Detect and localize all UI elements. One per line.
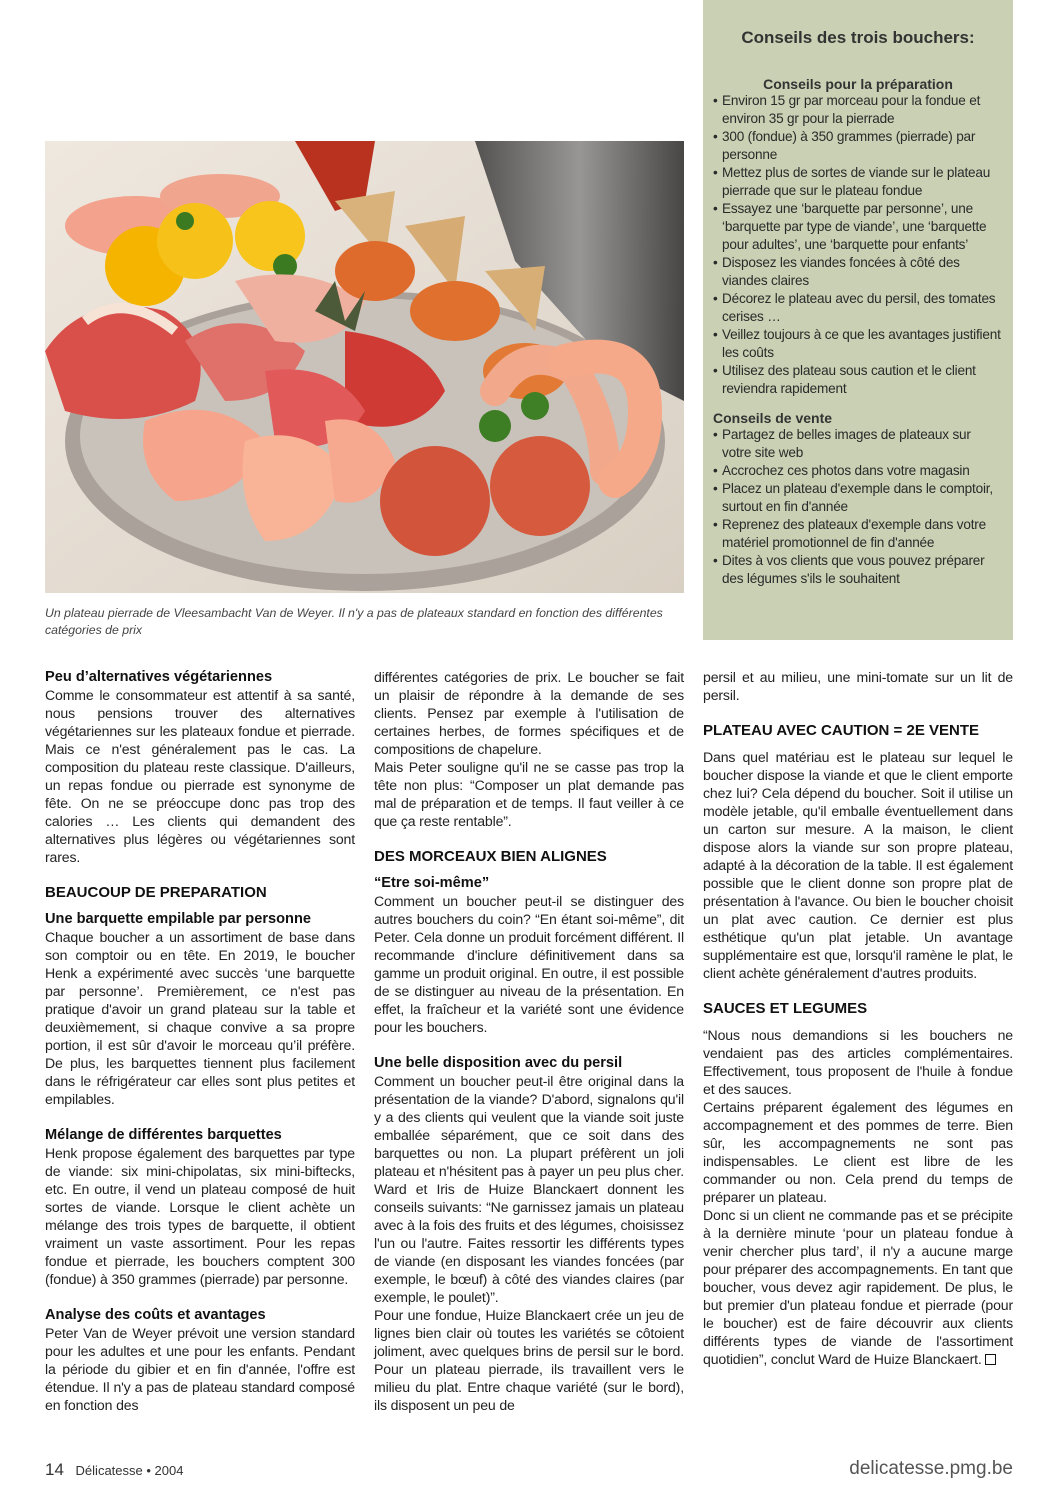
subheading-vegetarian: Peu d’alternatives végétariennes [45, 669, 273, 685]
article-column-3 [703, 668, 1013, 1368]
paragraph: Henk propose également des barquettes par type de viande: six mini-chipolatas, six mini-biftecks, etc. En outre, il vend un plateau composé de huit sortes de viande. Lorsque le client achète un mélange des trois types de barquette, il obtient vraiment un vaste assortiment. Pour les repas fondue et pierrade, les bouchers comptent 300 (fondue) à 350 grammes (pierrade) par personne. [45, 1145, 355, 1287]
paragraph: Certains préparent également des légumes en accompagnement et des pommes de terre. Bien sûr, les accompagnements ne sont pas indispensables. Le client est libre de les commander ou non. Cela prend du temps de préparer un plateau. [703, 1099, 1013, 1205]
sales-item: • Accrochez ces photos dans votre magasin [713, 462, 1003, 480]
article-column-2 [374, 668, 684, 1414]
sidebar-title: Conseils des trois bouchers: [741, 28, 975, 47]
paragraph-text: Donc si un client ne commande pas et se précipite à la dernière minute ‘pour un plateau fondue à venir chercher plus tard’, il n'y a aucune marge pour préparer des accompagnements. En tant que boucher, vous devez agir rapidement. De plus, le but premier d'un plateau fondue et pierrade (pour le boucher) est de faire découvrir aux clients différents types de viande de l'assortiment quotidien”, conclut Ward de Huize Blanckaert. [703, 1207, 1013, 1367]
paragraph: Mais Peter souligne qu'il ne se casse pas trop la tête non plus: “Composer un plat demande pas mal de préparation et de temps. Il faut veiller à ce que ça reste rentable”. [374, 759, 684, 829]
sales-heading: Conseils de vente [713, 410, 833, 426]
subheading-persil: Une belle disposition avec du persil [374, 1055, 623, 1071]
paragraph: “Nous nous demandions si les bouchers ne vendaient pas des articles complémentaires. Effectivement, tous proposent de l'huile à fondue et des sauces. [703, 1027, 1013, 1097]
paragraph: Comment un boucher peut-il se distinguer des autres bouchers du coin? “En étant soi-même”, dit Peter. Cela donne un produit forcément différent. Il recommande d'inclure définitivement dans sa gamme un produit original. En outre, il est possible de se distinguer au niveau de la présentation. En effet, la fraîcheur et la variété sont une évidence pour les bouchers. [374, 893, 684, 1035]
sales-list [713, 426, 1003, 588]
end-mark-icon [985, 1354, 996, 1365]
sales-item: • Reprenez des plateaux d'exemple dans votre matériel promotionnel de fin d'année [713, 516, 1003, 552]
paragraph: Pour une fondue, Huize Blanckaert crée un jeu de lignes bien clair où toutes les variétés se côtoient joliment, avec quelques brins de persil sur le bord. Pour un plateau pierrade, ils travaillent vers le milieu du plat. Entre chaque variété (sur le bord), ils disposent un peu de [374, 1307, 684, 1413]
preparation-item: • Veillez toujours à ce que les avantages justifient les coûts [713, 326, 1003, 362]
paragraph: Peter Van de Weyer prévoit une version standard pour les adultes et une pour les enfants. Pendant la période du gibier et en fin d'année, l'offre est étendue. Il n'y a pas de plateau standard composé en fonction des [45, 1325, 355, 1413]
section-heading-preparation: BEAUCOUP DE PREPARATION [45, 884, 267, 901]
preparation-item: • Essayez une ‘barquette par personne’, une ‘barquette par type de viande’, une ‘barquette pour adultes’, une ‘barquette pour enfants’ [713, 200, 1003, 254]
tips-sidebar [703, 0, 1013, 640]
section-heading-caution: PLATEAU AVEC CAUTION = 2E VENTE [703, 722, 980, 739]
sales-item: • Placez un plateau d'exemple dans le comptoir, surtout en fin d'année [713, 480, 1003, 516]
sales-item: • Partagez de belles images de plateaux sur votre site web [713, 426, 1003, 462]
article-column-1 [45, 668, 355, 1414]
paragraph: Dans quel matériau est le plateau sur lequel le boucher dispose la viande et que le client emporte chez lui? Cela dépend du boucher. Soit il utilise un modèle jetable, qu'il emballe éventuellement dans un carton sur mesure. A la maison, le client dispose alors la viande sur son propre plateau, adapté à la décoration de la table. Il est également possible que le client donne son propre plat de présentation à l'avance. Ou bien le boucher choisit un plat avec caution. Ce dernier est plus esthétique qu'un plat jetable. Un avantage supplémentaire est que, lorsqu'il ramène le plat, le client achète généralement d'autres produits. [703, 749, 1013, 981]
publication-name: Délicatesse • 2004 [75, 1463, 184, 1478]
photo-caption: Un plateau pierrade de Vleesambacht Van de Weyer. Il n'y a pas de plateaux standard en fonction des différentes catégories de prix [45, 606, 663, 637]
preparation-item: • Mettez plus de sortes de viande sur le plateau pierrade que sur le plateau fondue [713, 164, 1003, 200]
preparation-item: • Environ 15 gr par morceau pour la fondue et environ 35 gr pour la pierrade [713, 92, 1003, 128]
meat-platter-photo [45, 141, 684, 593]
preparation-item: • 300 (fondue) à 350 grammes (pierrade) par personne [713, 128, 1003, 164]
meat-platter-illustration [45, 141, 684, 593]
paragraph: Comment un boucher peut-il être original dans la présentation de la viande? D'abord, signalons qu'il y a des clients qui veulent que la viande soit juste emballée séparément, que ce soit dans des barquettes ou non. La plupart préfèrent un joli plateau et n'hésitent pas à payer un peu plus cher. Ward et Iris de Huize Blanckaert donnent les conseils suivants: “Ne garnissez jamais un plateau avec à la fois des fruits et des légumes, choisissez l'un ou l'autre. Faites ressortir les différents types de viande (en disposant les viandes foncées (par exemple, le bœuf) à côté des viandes claires (par exemple, le poulet)”. [374, 1073, 684, 1305]
sales-item: • Dites à vos clients que vous pouvez préparer des légumes s'ils le souhaitent [713, 552, 1003, 588]
paragraph: persil et au milieu, une mini-tomate sur un lit de persil. [703, 669, 1013, 703]
preparation-item: • Décorez le plateau avec du persil, des tomates cerises … [713, 290, 1003, 326]
subheading-soi-meme: “Etre soi-même” [374, 875, 490, 891]
paragraph: Chaque boucher a un assortiment de base dans son comptoir ou en tête. En 2019, le boucher Henk a expérimenté avec succès ‘une barquette par personne’. Premièrement, ce n'est pas pratique d'avoir un grand plateau sur la table et deuxièmement, si chaque convive a sa propre portion, il est sûr d'avoir le morceau qu’il préfère. De plus, les barquettes tiennent plus facilement dans le réfrigérateur car elles sont plus petites et empilables. [45, 929, 355, 1107]
subheading-barquette: Une barquette empilable par personne [45, 911, 311, 927]
subheading-melange: Mélange de différentes barquettes [45, 1127, 282, 1143]
section-heading-morceaux: DES MORCEAUX BIEN ALIGNES [374, 848, 607, 865]
paragraph: Comme le consommateur est attentif à sa santé, nous pensions trouver des alternatives végétariennes sur les plateaux fondue et pierrade. Mais ce n'est généralement pas le cas. La composition du plateau reste classique. D'ailleurs, un repas fondue ou pierrade est synonyme de fête. On ne se préoccupe donc pas trop des calories … Les clients qui demandent des alternatives plus légères ou végétariennes sont rares. [45, 687, 355, 865]
preparation-list [713, 92, 1003, 398]
paragraph [703, 1206, 1013, 1368]
paragraph: différentes catégories de prix. Le boucher se fait un plaisir de répondre à la demande de ses clients. Pensez par exemple à l'utilisation de certaines herbes, de formes spécifiques et de compositions de chapelure. [374, 669, 684, 757]
page-footer [45, 1460, 183, 1480]
section-heading-sauces: SAUCES ET LEGUMES [703, 1000, 868, 1017]
subheading-analyse: Analyse des coûts et avantages [45, 1307, 266, 1323]
website-link[interactable]: delicatesse.pmg.be [849, 1458, 1013, 1479]
preparation-heading: Conseils pour la préparation [763, 76, 953, 92]
page-number: 14 [45, 1460, 64, 1479]
preparation-item: • Utilisez des plateau sous caution et le client reviendra rapidement [713, 362, 1003, 398]
preparation-item: • Disposez les viandes foncées à côté des viandes claires [713, 254, 1003, 290]
